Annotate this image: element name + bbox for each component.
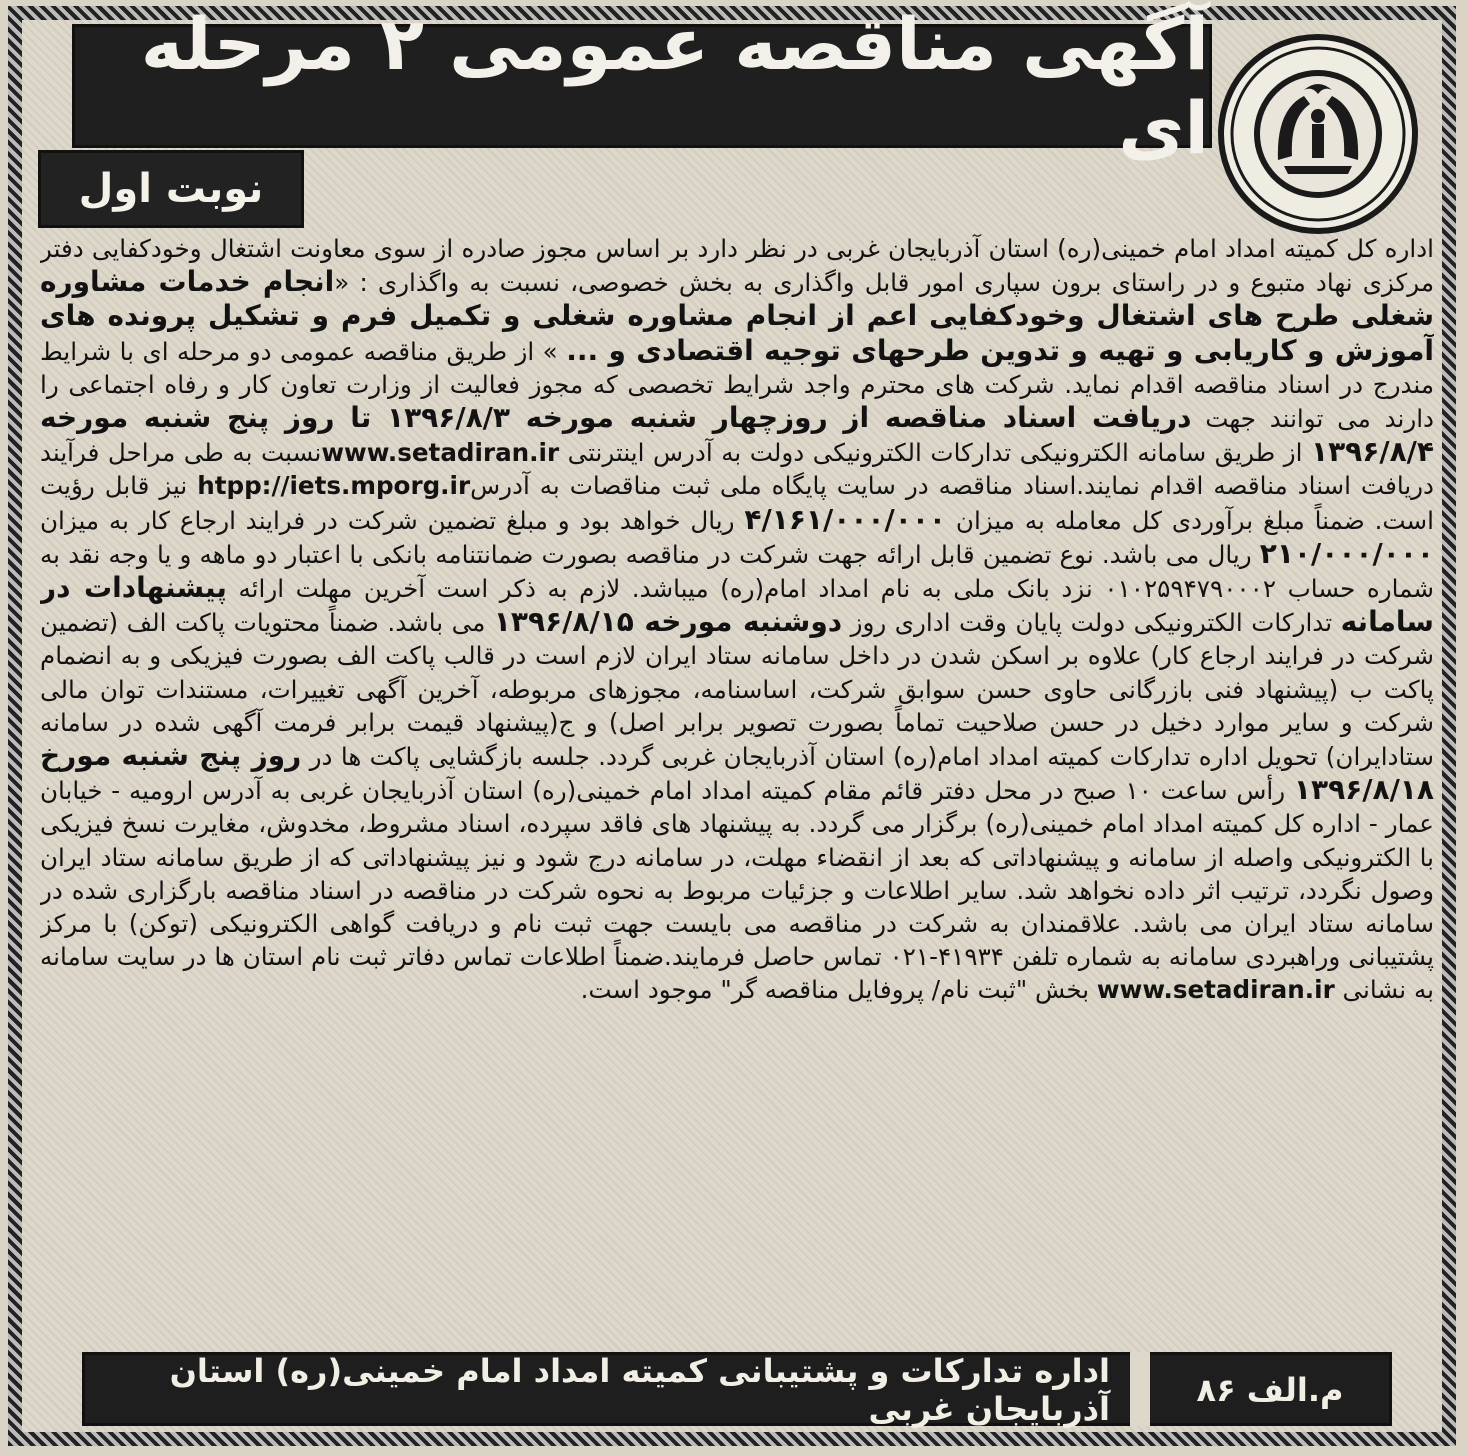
announcement-body xyxy=(40,232,1434,1342)
body-text-4: نسبت به طی مراحل فرآیند دریافت اسناد مناقصه اقدام نمایند.اسناد مناقصه در سایت پایگاه ملی ثبت مناقصات به آدرس xyxy=(40,438,1434,501)
opening-date: روز پنج شنبه مورخ ۱۳۹۶/۸/۱۸ xyxy=(40,739,1434,807)
body-text-10: رأس ساعت ۱۰ صبح در محل دفتر قائم مقام کمیته امداد امام خمینی(ره) استان آذربایجان غربی به آدرس ارومیه - خیابان عمار - اداره کل کمیته امداد امام خمینی(ره) برگزار می گردد. به پیشنهاد های فاقد سپرده، اسناد مشروط، مخدوش، مغایرت نسخ فیزیکی با الکترونیکی واصله از سامانه و پیشنهاداتی که بعد از انقضاء مهلت، در سامانه درج شود و نیز پیشنهاداتی که از طریق سامانه ستاد ایران وصول نگردد، ترتیب اثر داده نخواهد شد. سایر اطلاعات و جزئیات مربوط به نحوه شرکت در مناقصه در اسناد مناقصه بارگزاری شده در سامانه ستاد ایران می باشد. علاقمندان به شرکت در مناقصه می بایست جهت ثبت نام و دریافت گواهی الکترونیکی (توکن) با مرکز پشتیبانی وراهبردی سامانه به شماره تلفن ۴۱۹۳۴-۰۲۱ تماس حاصل فرمایند.ضمناً اطلاعات تماس دفاتر ثبت نام استان ها در سایت سامانه به نشانی xyxy=(40,776,1434,1005)
logo-seal-icon xyxy=(1224,40,1412,228)
submission-deadline: دوشنبه مورخه ۱۳۹۶/۸/۱۵ xyxy=(493,605,843,639)
body-text-5: نیز قابل رؤیت است. ضمناً مبلغ برآوردی کل معامله به میزان xyxy=(40,471,1434,535)
service-description: انجام خدمات مشاوره شغلی طرح های اشتغال وخودکفایی اعم از انجام مشاوره شغلی و تکمیل فرم و تشکیل پرونده های آموزش و کاریابی و تهیه و تدوین طرحهای توجیه اقتصادی و ... xyxy=(40,265,1434,367)
body-text-1: اداره کل کمیته امداد امام خمینی(ره) استان آذربایجان غربی در نظر دارد بر اساس مجوز صادره از سوی معاونت اشتغال وخودکفایی دفتر مرکزی نهاد متبوع و در راستای برون سپاری امور قابل واگذاری به بخش خصوصی، نسبت به واگذاری : « xyxy=(40,234,1434,298)
body-text-8: تدارکات الکترونیکی دولت پایان وقت اداری روز xyxy=(842,608,1341,638)
body-text-11: بخش "ثبت نام/ پروفایل مناقصه گر" موجود است. xyxy=(580,975,1097,1005)
body-text-7: ریال می باشد. نوع تضمین قابل ارائه جهت شرکت در مناقصه بصورت ضمانتنامه بانکی با اعتبار دو ماهه و یا وجه نقد به شماره حساب ۰۱۰۲۵۹۴۷۹۰۰۰۲ نزد بانک ملی به نام امداد امام(ره) میباشد. لازم به ذکر است آخرین مهلت ارائه xyxy=(40,539,1434,604)
publication-round: نوبت اول xyxy=(78,166,264,212)
body-text-3: از طریق سامانه الکترونیکی تدارکات الکترونیکی دولت به آدرس اینترنتی xyxy=(559,438,1311,468)
body-text-2: » از طریق مناقصه عمومی دو مرحله ای با شرایط مندرج در اسناد مناقصه اقدام نماید. شرکت های محترم واجد شرایط تخصصی که مجوز فعالیت از وزارت تعاون کار و رفاه اجتماعی را دارند می توانند جهت xyxy=(40,336,1434,434)
publication-round-badge xyxy=(38,150,304,228)
body-paragraph xyxy=(40,232,1434,1007)
setadiran-link-2[interactable]: www.setadiran.ir xyxy=(1096,975,1335,1005)
guarantee-amount: ۲۱۰/۰۰۰/۰۰۰ xyxy=(1259,536,1434,570)
footer-divider xyxy=(1130,1352,1150,1426)
body-text-9: می باشد. ضمناً محتویات پاکت الف (تضمین شرکت در فرایند ارجاع کار) علاوه بر اسکن شدن در داخل سامانه ستاد ایران لازم است در قالب پاکت الف بصورت فیزیکی و به انضمام پاکت ب (پیشنهاد فنی بازرگانی حاوی حسن سوابق شرکت، اساسنامه، مجوزهای مربوطه، آخرین آگهی تغییرات، مستندات توان مالی شرکت و سایر موارد دخیل در حسن صلاحیت تماماً بصورت تصویر برابر اصل) و ج(پیشنهاد قیمت برابر فرمت آگهی شده در سامانه ستادایران) تحویل اداره تدارکات کمیته امداد امام(ره) استان آذربایجان غربی گردد. جلسه بازگشایی پاکت ها در xyxy=(40,608,1434,772)
iets-link[interactable]: htpp://iets.mporg.ir xyxy=(197,471,471,501)
imam-khomeini-relief-committee-logo-icon xyxy=(1218,34,1418,234)
body-text-6: ریال خواهد بود و مبلغ تضمین شرکت در فرایند ارجاع کار به میزان xyxy=(40,505,745,535)
setadiran-link[interactable]: www.setadiran.ir xyxy=(321,438,560,468)
reference-code: م.الف ۸۶ xyxy=(1196,1371,1344,1409)
announcement-title: آگهی مناقصه عمومی ۲ مرحله ای xyxy=(140,2,1209,170)
submission-label: پیشنهادات در سامانه xyxy=(40,571,1434,639)
estimated-amount: ۴/۱۶۱/۰۰۰/۰۰۰ xyxy=(744,502,946,536)
title-banner xyxy=(72,2,1212,170)
document-dates: دریافت اسناد مناقصه از روزچهار شنبه مورخه ۱۳۹۶/۸/۳ تا روز پنج شنبه مورخه ۱۳۹۶/۸/۴ xyxy=(40,401,1434,469)
issuing-office: اداره تدارکات و پشتیبانی کمیته امداد امام خمینی(ره) استان آذربایجان غربی xyxy=(169,1352,1110,1428)
